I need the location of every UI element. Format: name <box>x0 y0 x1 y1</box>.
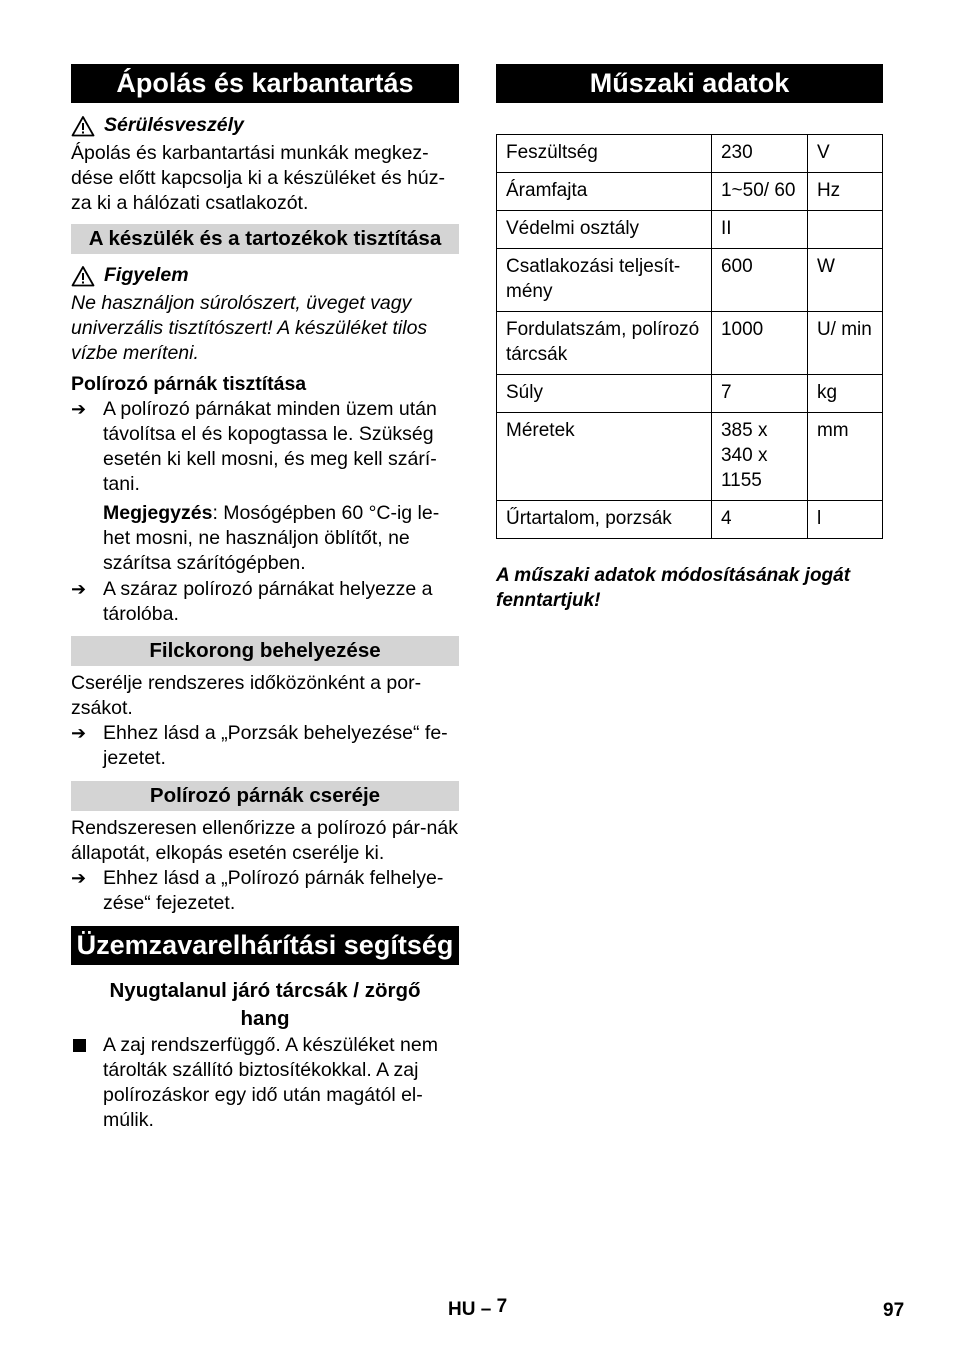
table-row <box>497 211 883 249</box>
table-row <box>497 413 883 501</box>
pads-cleaning-heading: Polírozó párnák tisztítása <box>71 373 307 395</box>
table-row <box>497 135 883 173</box>
arrow-right-icon: ➔ <box>71 868 87 888</box>
page-number: 97 <box>883 1300 905 1321</box>
table-row <box>497 173 883 211</box>
spec-unit-cell: l <box>807 501 882 539</box>
footer-chapter-number: 7 <box>496 1296 508 1317</box>
spec-unit-cell: kg <box>807 375 882 413</box>
left-column <box>71 64 459 1133</box>
table-row <box>497 375 883 413</box>
list-item: ➔ A polírozó párnákat minden üzem után távolítsa el és kopogtassa le. Szükség esetén ki kell mosni, és meg kell szárí-tani. <box>71 398 437 495</box>
spec-value-cell: 230 <box>711 135 807 173</box>
subsection-pads-replace: Polírozó párnák cseréje <box>71 781 459 811</box>
table-row <box>497 501 883 539</box>
subsection-felt-disc: Filckorong behelyezése <box>71 636 459 666</box>
spec-unit-cell: Hz <box>807 173 882 211</box>
note-paragraph <box>103 501 459 576</box>
footer-lang: HU – <box>448 1299 497 1320</box>
spec-label-cell: Csatlakozási teljesít-mény <box>497 249 712 312</box>
pads-replace-paragraph: Rendszeresen ellenőrizze a polírozó pár-nák állapotát, elkopás esetén cserélje ki. <box>71 817 458 864</box>
list-item: A zaj rendszerfüggő. A készüléket nem tárolták szállító biztosítékokkal. A zaj polírozáskor egy idő után magától el-múlik. <box>71 1033 459 1133</box>
spec-unit-cell: mm <box>807 413 882 501</box>
arrow-right-icon: ➔ <box>71 723 87 743</box>
section-title-troubleshooting: Üzemzavarelhárítási segítség <box>71 926 459 965</box>
spec-value-cell: 385 x 340 x 1155 <box>711 413 807 501</box>
specs-footnote: A műszaki adatok módosításának jogát fenntartjuk! <box>496 565 851 611</box>
noise-heading: Nyugtalanul járó tárcsák / zörgő hang <box>109 979 421 1030</box>
attention-paragraph: Ne használjon súrolószert, üveget vagy univerzális tisztítószert! A készüléket tilos vízbe meríteni. <box>71 292 428 364</box>
section-title-care: Ápolás és karbantartás <box>71 64 459 103</box>
warning-injury <box>71 113 459 138</box>
list-item: ➔ Ehhez lásd a „Porzsák behelyezése“ fe-jezetet. <box>71 722 448 769</box>
table-row <box>497 249 883 312</box>
spec-unit-cell <box>807 211 882 249</box>
table-row <box>497 312 883 375</box>
warning-triangle-icon <box>71 265 95 287</box>
square-bullet-icon <box>73 1039 86 1052</box>
spec-value-cell: 1~50/ 60 <box>711 173 807 211</box>
note-text: : Mosógépben 60 °C-ig le-het mosni, ne használjon öblítőt, ne szárítsa szárítógépben. <box>103 502 440 574</box>
spec-value-cell: 1000 <box>711 312 807 375</box>
warning-triangle-icon <box>71 115 95 137</box>
care-intro-paragraph: Ápolás és karbantartási munkák megkez-dése előtt kapcsolja ki a készüléket és húz-za ki a hálózati csatlakozót. <box>71 142 445 214</box>
note-label: Megjegyzés <box>103 502 213 524</box>
spec-unit-cell: W <box>807 249 882 312</box>
spec-label-cell: Méretek <box>497 413 712 501</box>
warning-attention-label: Figyelem <box>104 264 189 286</box>
spec-unit-cell: U/ min <box>807 312 882 375</box>
spec-label-cell: Fordulatszám, polírozó tárcsák <box>497 312 712 375</box>
spec-label-cell: Védelmi osztály <box>497 211 712 249</box>
subsection-cleaning: A készülék és a tartozékok tisztítása <box>71 224 459 254</box>
list-item: ➔ Ehhez lásd a „Polírozó párnák felhelye-zése“ fejezetet. <box>71 867 444 914</box>
warning-attention <box>71 263 459 288</box>
section-title-specs: Műszaki adatok <box>496 64 883 103</box>
list-item: ➔ A száraz polírozó párnákat helyezze a tárolóba. <box>71 578 433 625</box>
arrow-right-icon: ➔ <box>71 399 87 419</box>
spec-label-cell: Áramfajta <box>497 173 712 211</box>
spec-label-cell: Feszültség <box>497 135 712 173</box>
specs-table <box>496 134 883 539</box>
spec-value-cell: 4 <box>711 501 807 539</box>
spec-value-cell: II <box>711 211 807 249</box>
spec-label-cell: Súly <box>497 375 712 413</box>
spec-unit-cell: V <box>807 135 882 173</box>
footer-chapter <box>448 1297 507 1322</box>
spec-value-cell: 600 <box>711 249 807 312</box>
spec-value-cell: 7 <box>711 375 807 413</box>
warning-injury-label: Sérülésveszély <box>104 114 244 136</box>
right-column <box>496 64 883 613</box>
spec-label-cell: Űrtartalom, porzsák <box>497 501 712 539</box>
felt-disc-paragraph: Cserélje rendszeres időközönként a por-zsákot. <box>71 672 422 719</box>
arrow-right-icon: ➔ <box>71 579 87 599</box>
